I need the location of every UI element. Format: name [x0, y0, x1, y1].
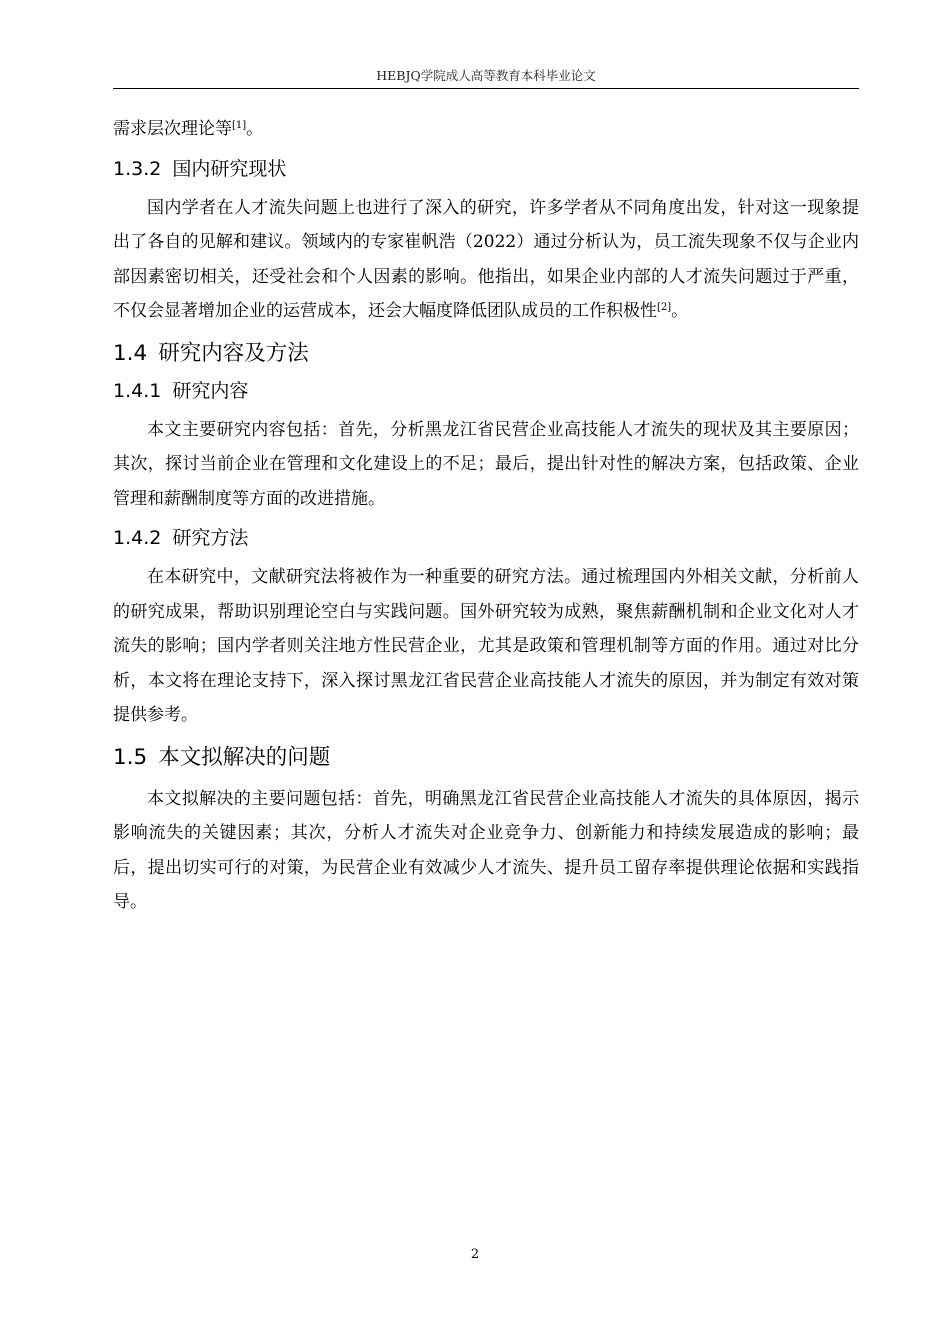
paragraph-1-3-2 — [113, 191, 859, 329]
heading-number: 1.3.2 — [113, 157, 162, 180]
carryover-tail: 。 — [246, 119, 264, 139]
paragraph-1-5: 本文拟解决的主要问题包括：首先，明确黑龙江省民营企业高技能人才流失的具体原因，揭示影响流失的关键因素；其次，分析人才流失对企业竞争力、创新能力和持续发展造成的影响；最后，提出切实可行的对策，为民营企业有效减少人才流失、提升员工留存率提供理论依据和实践指导。 — [113, 788, 859, 912]
citation-ref: [1] — [232, 120, 247, 131]
heading-title: 研究内容及方法 — [158, 340, 309, 366]
heading-title: 研究内容 — [172, 379, 249, 402]
carryover-paragraph — [113, 112, 859, 147]
heading-1-4 — [113, 339, 859, 369]
paragraph-1-4-2: 在本研究中，文献研究法将被作为一种重要的研究方法。通过梳理国内外相关文献，分析前人的研究成果，帮助识别理论空白与实践问题。国外研究较为成熟，聚焦薪酬机制和企业文化对人才流失的影响；国内学者则关注地方性民营企业，尤其是政策和管理机制等方面的作用。通过对比分析，本文将在理论支持下，深入探讨黑龙江省民营企业高技能人才流失的原因，并为制定有效对策提供参考。 — [113, 567, 859, 725]
heading-number: 1.5 — [113, 744, 148, 770]
heading-title: 国内研究现状 — [172, 157, 287, 180]
heading-number: 1.4 — [113, 340, 148, 366]
heading-title: 本文拟解决的问题 — [158, 744, 331, 770]
citation-ref: [2] — [657, 302, 672, 313]
paragraph-text: 国内学者在人才流失问题上也进行了深入的研究，许多学者从不同角度出发，针对这一现象提出了各自的见解和建议。领域内的专家崔帆浩（2022）通过分析认为，员工流失现象不仅与企业内部因素密切相关，还受社会和个人因素的影响。他指出，如果企业内部的人才流失问题过于严重，不仅会显著增加企业的运营成本，还会大幅度降低团队成员的工作积极性 — [113, 197, 859, 321]
heading-number: 1.4.1 — [113, 379, 162, 402]
heading-number: 1.4.2 — [113, 527, 162, 549]
header-rule — [113, 88, 859, 89]
paragraph-tail: 。 — [671, 301, 689, 321]
paragraph-1-4-1: 本文主要研究内容包括：首先，分析黑龙江省民营企业高技能人才流失的现状及其主要原因；其次，探讨当前企业在管理和文化建设上的不足；最后，提出针对性的解决方案，包括政策、企业管理和薪酬制度等方面的改进措施。 — [113, 419, 859, 509]
heading-1-4-1 — [113, 378, 859, 404]
running-header: HEBJQ学院成人高等教育本科毕业论文 — [376, 68, 596, 83]
heading-1-4-2 — [113, 525, 859, 551]
heading-title: 研究方法 — [172, 527, 249, 549]
heading-1-5 — [113, 743, 859, 773]
page-number: 2 — [470, 1247, 480, 1262]
heading-1-3-2 — [113, 156, 859, 182]
carryover-text: 需求层次理论等 — [113, 119, 232, 139]
page-body — [113, 112, 859, 920]
